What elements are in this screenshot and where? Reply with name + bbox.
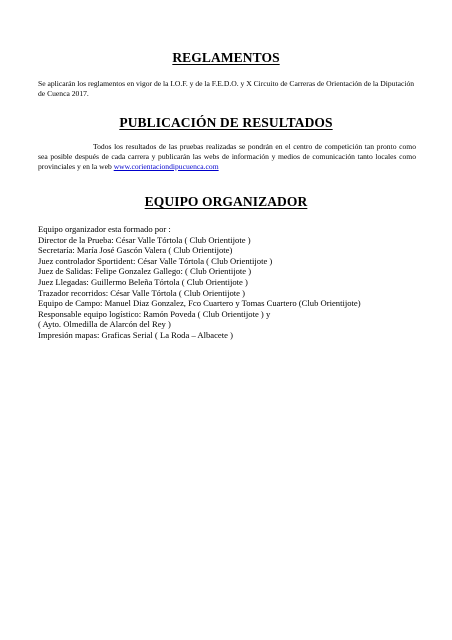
organizing-team-list xyxy=(38,224,378,341)
team-line: Juez controlador Sportident: César Valle Tórtola ( Club Orientijote ) xyxy=(38,255,273,266)
results-website-link[interactable]: www.corientaciondipucuenca.com xyxy=(113,162,219,171)
team-line: Responsable equipo logístico: Ramón Poveda ( Club Orientijote ) y xyxy=(38,308,271,319)
team-line: Impresión mapas: Graficas Serial ( La Roda – Albacete ) xyxy=(38,329,233,340)
section-title-publicacion: PUBLICACIÓN DE RESULTADOS xyxy=(119,115,333,130)
team-line: ( Ayto. Olmedilla de Alarcón del Rey ) xyxy=(38,319,171,330)
team-line: Juez de Salidas: Felipe Gonzalez Gallego: ( Club Orientijote ) xyxy=(38,266,252,277)
team-line: Director de la Prueba: César Valle Tórtola ( Club Orientijote ) xyxy=(38,234,251,245)
team-line: Trazador recorridos: César Valle Tórtola ( Club Orientijote ) xyxy=(38,287,245,298)
publicacion-paragraph xyxy=(38,142,416,172)
section-title-equipo: EQUIPO ORGANIZADOR xyxy=(144,194,308,209)
team-line: Equipo de Campo: Manuel Diaz Gonzalez, Fco Cuartero y Tomas Cuartero (Club Orientijote) xyxy=(38,298,361,309)
publicacion-text: Todos los resultados de las pruebas realizadas se pondrán en el centro de competición tan pronto como sea posible después de cada carrera y publicarán las webs de información y medios de comunicación tanto locales como provinciales y en la web xyxy=(38,142,416,171)
team-line: Juez Llegadas: Guillermo Beleña Tórtola ( Club Orientijote ) xyxy=(38,276,248,287)
reglamentos-paragraph: Se aplicarán los reglamentos en vigor de la I.O.F. y de la F.E.D.O. y X Circuito de Carreras de Orientación de la Diputación de Cuenca 2017. xyxy=(38,79,415,98)
section-title-reglamentos: REGLAMENTOS xyxy=(172,50,280,65)
team-line: Equipo organizador esta formado por : xyxy=(38,224,171,234)
team-line: Secretaría: María José Gascón Valera ( Club Orientijote) xyxy=(38,245,233,256)
